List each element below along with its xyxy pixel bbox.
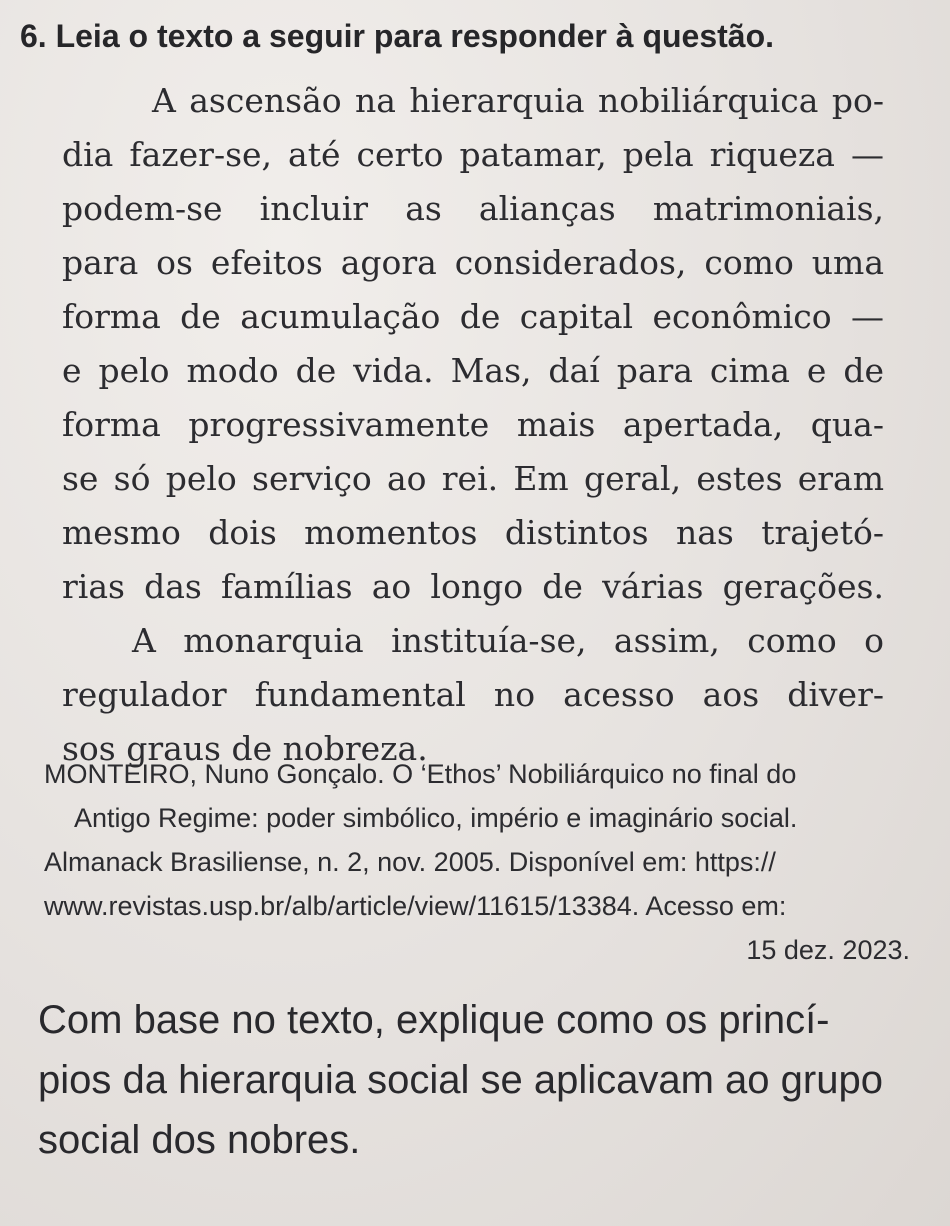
- question-heading: [20, 14, 920, 58]
- question-instruction: Leia o texto a seguir para responder à questão.: [55, 18, 775, 54]
- excerpt-line: A monarquia instituía-se, assim, como o: [132, 621, 884, 660]
- excerpt-text: [62, 74, 884, 776]
- excerpt-line: para os efeitos agora considerados, como uma: [62, 243, 884, 282]
- excerpt-line: e pelo modo de vida. Mas, daí para cima e de: [62, 351, 884, 390]
- citation-line: Almanack Brasiliense, n. 2, nov. 2005. Disponível em: https://: [44, 847, 776, 877]
- excerpt-line: forma progressivamente mais apertada, qua-: [62, 405, 884, 444]
- prompt-line: Com base no texto, explique como os princí-: [38, 998, 830, 1042]
- excerpt-line: forma de acumulação de capital econômico —: [62, 297, 884, 336]
- citation-line: www.revistas.usp.br/alb/article/view/11615/13384. Acesso em:: [44, 891, 787, 921]
- question-number: 6.: [20, 18, 47, 54]
- excerpt-line: rias das famílias ao longo de várias gerações.: [62, 567, 884, 606]
- citation-line: 15 dez. 2023.: [746, 935, 910, 965]
- excerpt-line: dia fazer-se, até certo patamar, pela riqueza —: [62, 135, 884, 174]
- excerpt-line: podem-se incluir as alianças matrimoniais,: [62, 189, 884, 228]
- excerpt-line: mesmo dois momentos distintos nas trajetó-: [62, 513, 884, 552]
- source-citation: [44, 752, 910, 972]
- prompt-line: pios da hierarquia social se aplicavam ao grupo: [38, 1058, 883, 1102]
- excerpt-line: regulador fundamental no acesso aos diver-: [62, 675, 884, 714]
- citation-line: Antigo Regime: poder simbólico, império e imaginário social.: [74, 803, 798, 833]
- citation-line: MONTEIRO, Nuno Gonçalo. O ‘Ethos’ Nobiliárquico no final do: [44, 759, 797, 789]
- excerpt-line: A ascensão na hierarquia nobiliárquica po-: [152, 81, 884, 120]
- prompt-line: social dos nobres.: [38, 1118, 361, 1162]
- excerpt-line: se só pelo serviço ao rei. Em geral, estes eram: [62, 459, 884, 498]
- excerpt-line: sos graus de nobreza.: [62, 729, 428, 768]
- question-prompt: [38, 990, 918, 1170]
